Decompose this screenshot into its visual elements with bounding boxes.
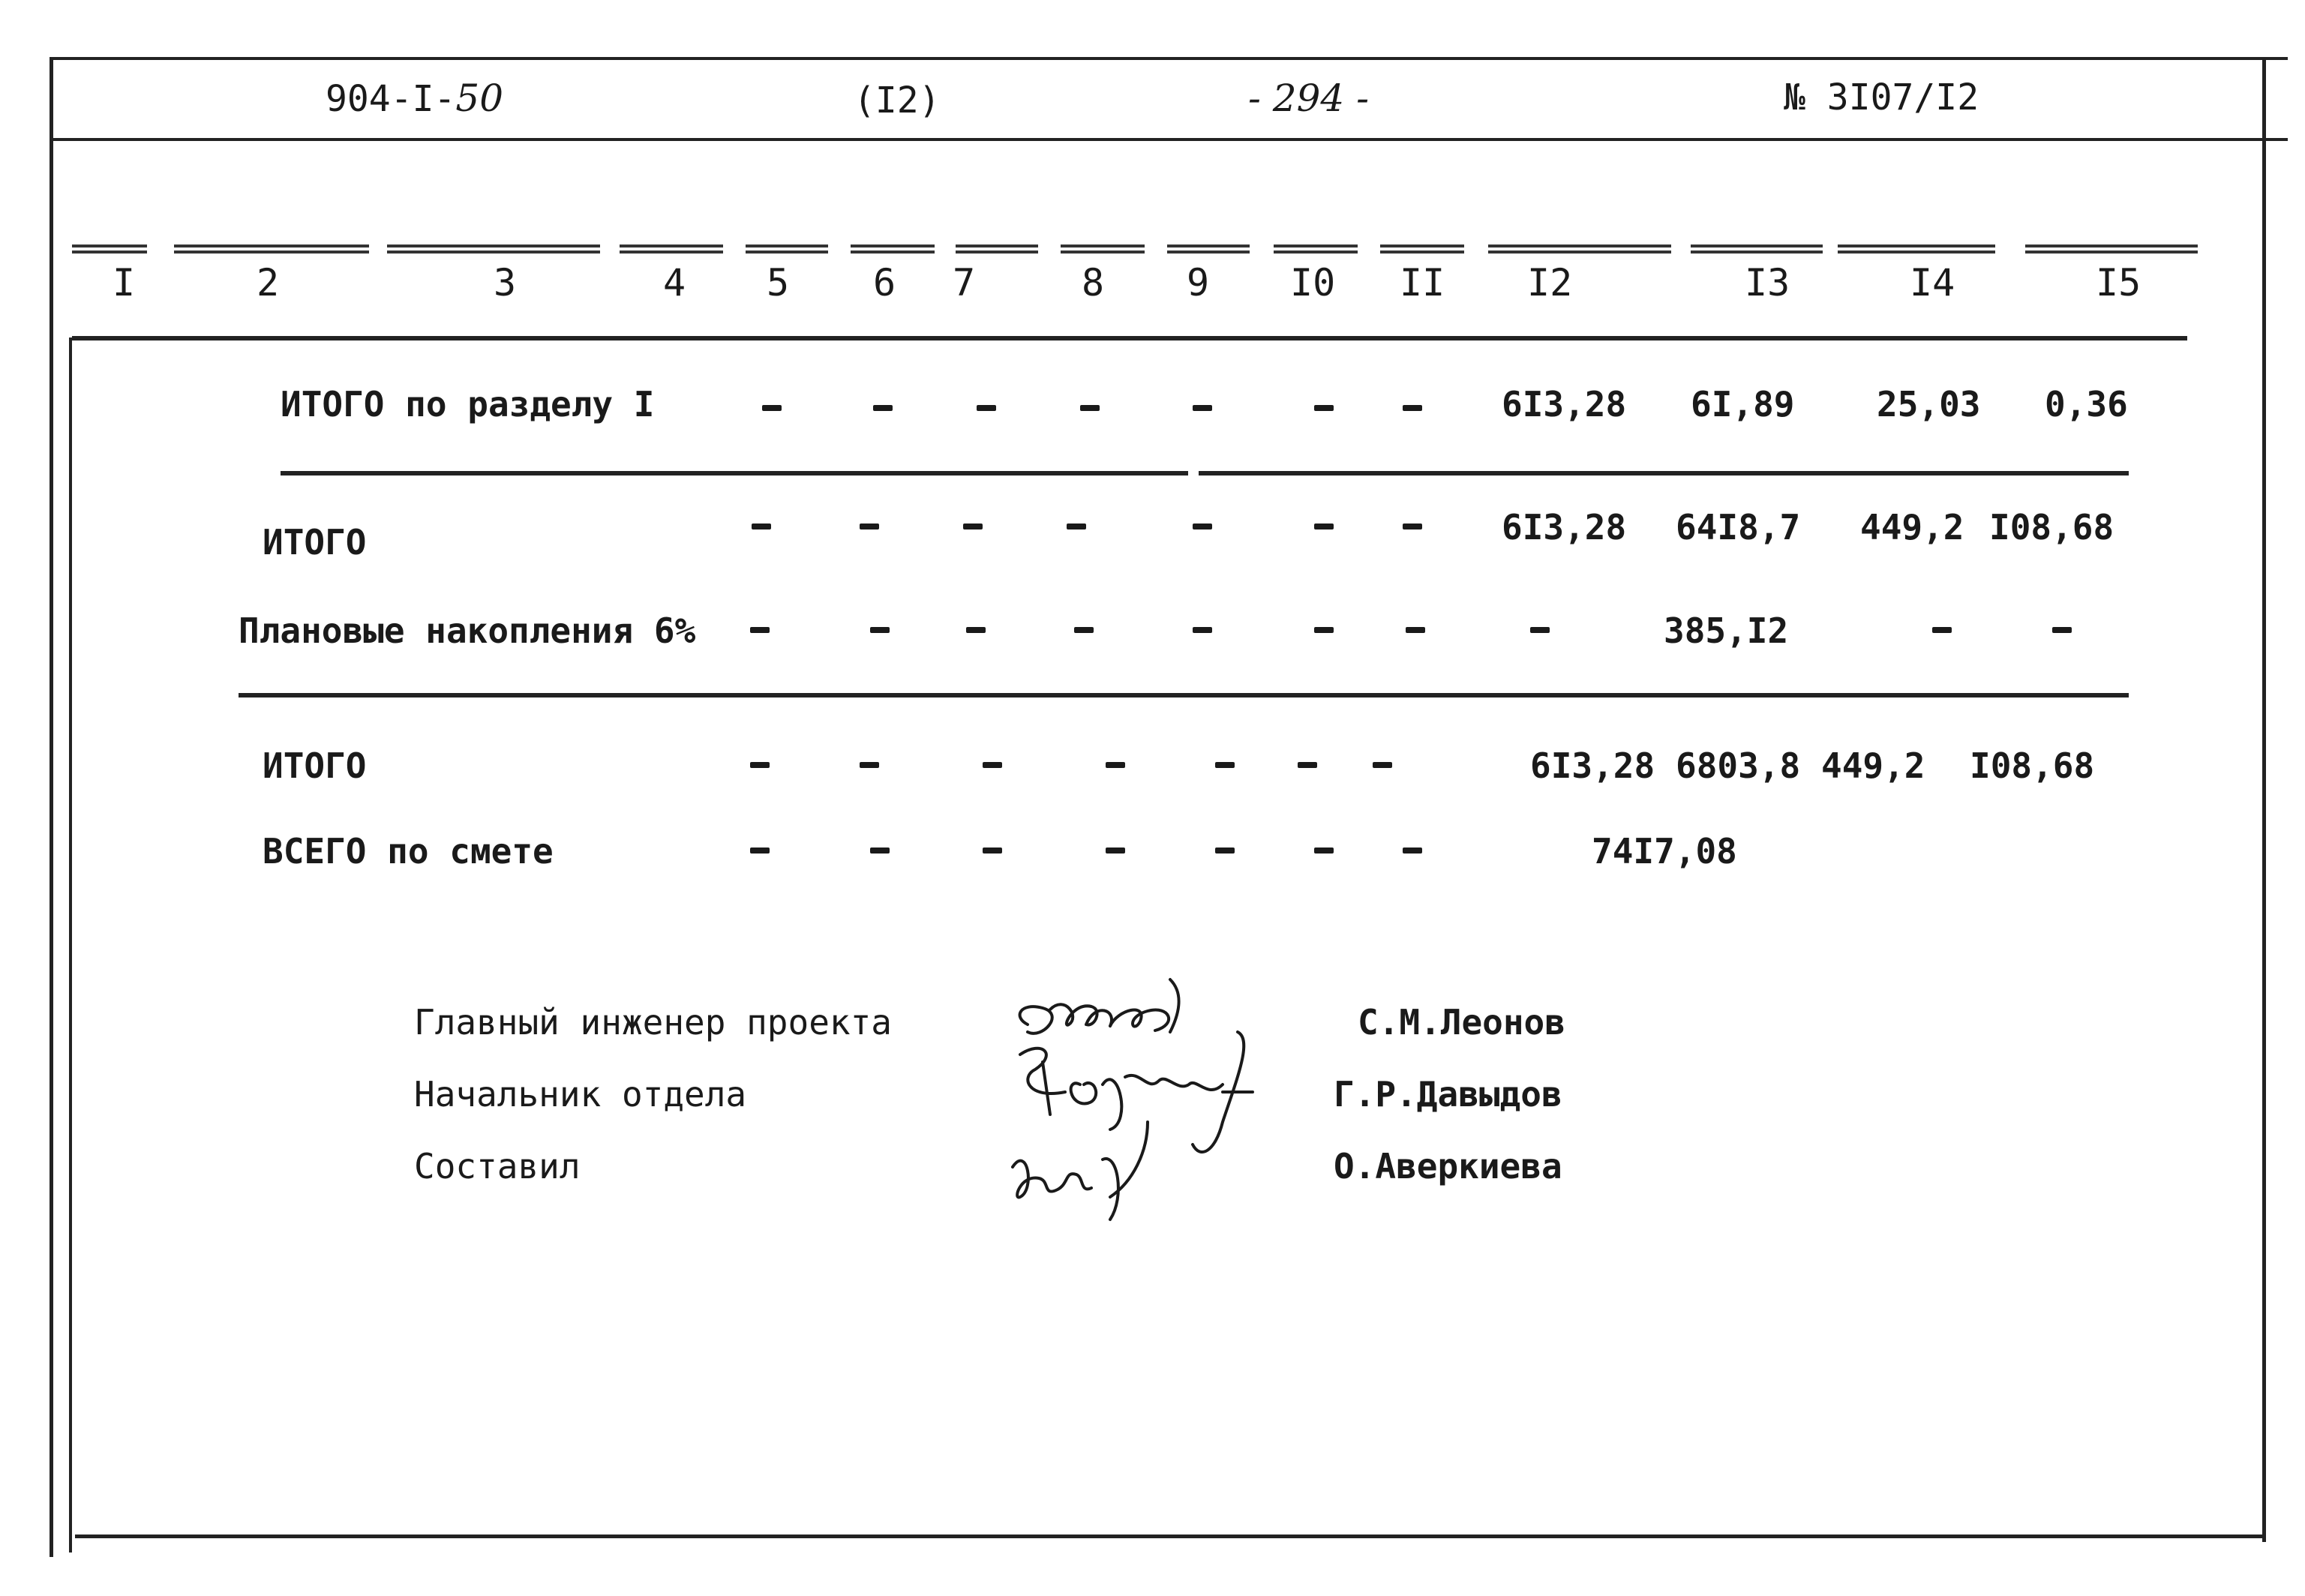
empty-cell-dash: [1298, 762, 1317, 768]
frame-top-border: [50, 57, 2288, 60]
header-double-rule: [1838, 244, 1995, 254]
empty-cell-dash: [1403, 848, 1422, 854]
header-double-rule: [1488, 244, 1671, 254]
header-double-rule: [620, 244, 723, 254]
total-col15: I08,68: [1970, 746, 2095, 786]
section-total-label: ИТОГО по разделу I: [281, 384, 655, 424]
section-total-col13: 6I,89: [1691, 384, 1795, 424]
empty-cell-dash: [1215, 848, 1235, 854]
empty-cell-dash: [1406, 627, 1425, 633]
empty-cell-dash: [1193, 627, 1212, 633]
empty-cell-dash: [870, 627, 890, 633]
empty-cell-dash: [1373, 762, 1392, 768]
planned-savings-rule: [239, 693, 2129, 698]
doc-number: [326, 76, 504, 120]
column-header-rule: [72, 336, 2187, 340]
empty-cell-dash: [1314, 524, 1334, 530]
column-number: I4: [1910, 261, 1955, 304]
empty-cell-dash: [750, 848, 770, 854]
total-col12: 6I3,28: [1502, 507, 1627, 548]
empty-cell-dash: [1403, 405, 1422, 411]
frame-bottom-border: [75, 1534, 2265, 1538]
section-number: (I2): [854, 80, 941, 122]
signature-position: Начальник отдела: [414, 1074, 747, 1114]
header-double-rule: [174, 244, 369, 254]
column-number: I0: [1290, 261, 1336, 304]
section-total-col12: 6I3,28: [1502, 384, 1627, 424]
planned-savings-label: Плановые накопления 6%: [239, 610, 696, 651]
signature-name: О.Аверкиева: [1334, 1146, 1562, 1186]
empty-cell-dash: [2052, 627, 2072, 633]
empty-cell-dash: [860, 524, 879, 530]
empty-cell-dash: [1215, 762, 1235, 768]
column-number: 3: [494, 261, 517, 304]
column-number: 5: [767, 261, 790, 304]
section-total-col14: 25,03: [1877, 384, 1981, 424]
column-number: I2: [1527, 261, 1573, 304]
empty-cell-dash: [963, 524, 983, 530]
section-total-rule: [281, 471, 1188, 476]
doc-number-handwritten: 50: [455, 76, 504, 120]
column-number: 8: [1082, 261, 1105, 304]
total-label: ИТОГО: [263, 746, 367, 786]
page-number: - 294 -: [1248, 76, 1370, 120]
column-number: I3: [1745, 261, 1790, 304]
empty-cell-dash: [1106, 848, 1125, 854]
total-col12: 6I3,28: [1530, 746, 1655, 786]
empty-cell-dash: [1530, 627, 1550, 633]
header-double-rule: [1380, 244, 1464, 254]
column-number: 2: [257, 261, 280, 304]
total-col13: 64I8,7: [1676, 507, 1801, 548]
signature-position: Главный инженер проекта: [414, 1002, 892, 1042]
empty-cell-dash: [1193, 405, 1212, 411]
section-total-col15: 0,36: [2045, 384, 2128, 424]
frame-header-divider: [50, 138, 2288, 141]
empty-cell-dash: [1080, 405, 1100, 411]
empty-cell-dash: [1314, 405, 1334, 411]
header-double-rule: [1061, 244, 1145, 254]
column-number: II: [1400, 261, 1445, 304]
grand-total-value: 74I7,08: [1592, 831, 1737, 872]
empty-cell-dash: [1074, 627, 1094, 633]
empty-cell-dash: [750, 627, 770, 633]
header-double-rule: [851, 244, 935, 254]
empty-cell-dash: [750, 762, 770, 768]
total-label: ИТОГО: [263, 522, 367, 562]
empty-cell-dash: [870, 848, 890, 854]
signature-name: Г.Р.Давыдов: [1334, 1074, 1562, 1114]
empty-cell-dash: [1193, 524, 1212, 530]
empty-cell-dash: [762, 405, 782, 411]
empty-cell-dash: [966, 627, 986, 633]
header-double-rule: [956, 244, 1038, 254]
header-double-rule: [1167, 244, 1250, 254]
empty-cell-dash: [1314, 627, 1334, 633]
column-number: 9: [1187, 261, 1210, 304]
empty-cell-dash: [983, 848, 1002, 854]
total-col14: 449,2: [1860, 507, 1964, 548]
header-double-rule: [387, 244, 600, 254]
frame-right-border: [2262, 57, 2266, 1542]
empty-cell-dash: [1067, 524, 1086, 530]
grand-total-label: ВСЕГО по смете: [263, 831, 554, 872]
empty-cell-dash: [977, 405, 996, 411]
frame-left-inner-border: [69, 338, 72, 1552]
column-number: I: [113, 261, 136, 304]
empty-cell-dash: [873, 405, 893, 411]
header-double-rule: [72, 244, 147, 254]
signature-name: С.М.Леонов: [1358, 1002, 1565, 1042]
doc-code: № 3I07/I2: [1784, 76, 1979, 118]
total-col14: 449,2: [1821, 746, 1925, 786]
doc-number-prefix: 904-I-: [326, 78, 456, 120]
column-number: 6: [873, 261, 896, 304]
empty-cell-dash: [1403, 524, 1422, 530]
column-number: 7: [953, 261, 976, 304]
total-col15: I08,68: [1989, 507, 2114, 548]
total-col13: 6803,8: [1676, 746, 1801, 786]
planned-savings-col13: 385,I2: [1664, 610, 1789, 651]
handwritten-signature-image: [998, 972, 1298, 1227]
frame-left-border: [50, 57, 53, 1557]
empty-cell-dash: [1106, 762, 1125, 768]
empty-cell-dash: [1314, 848, 1334, 854]
header-double-rule: [1691, 244, 1823, 254]
empty-cell-dash: [752, 524, 771, 530]
column-number: I5: [2096, 261, 2141, 304]
empty-cell-dash: [983, 762, 1002, 768]
empty-cell-dash: [1932, 627, 1952, 633]
header-double-rule: [746, 244, 828, 254]
signature-position: Составил: [414, 1146, 581, 1186]
column-number: 4: [663, 261, 686, 304]
section-total-rule: [1199, 471, 2129, 476]
header-double-rule: [1274, 244, 1358, 254]
empty-cell-dash: [860, 762, 879, 768]
header-double-rule: [2025, 244, 2198, 254]
